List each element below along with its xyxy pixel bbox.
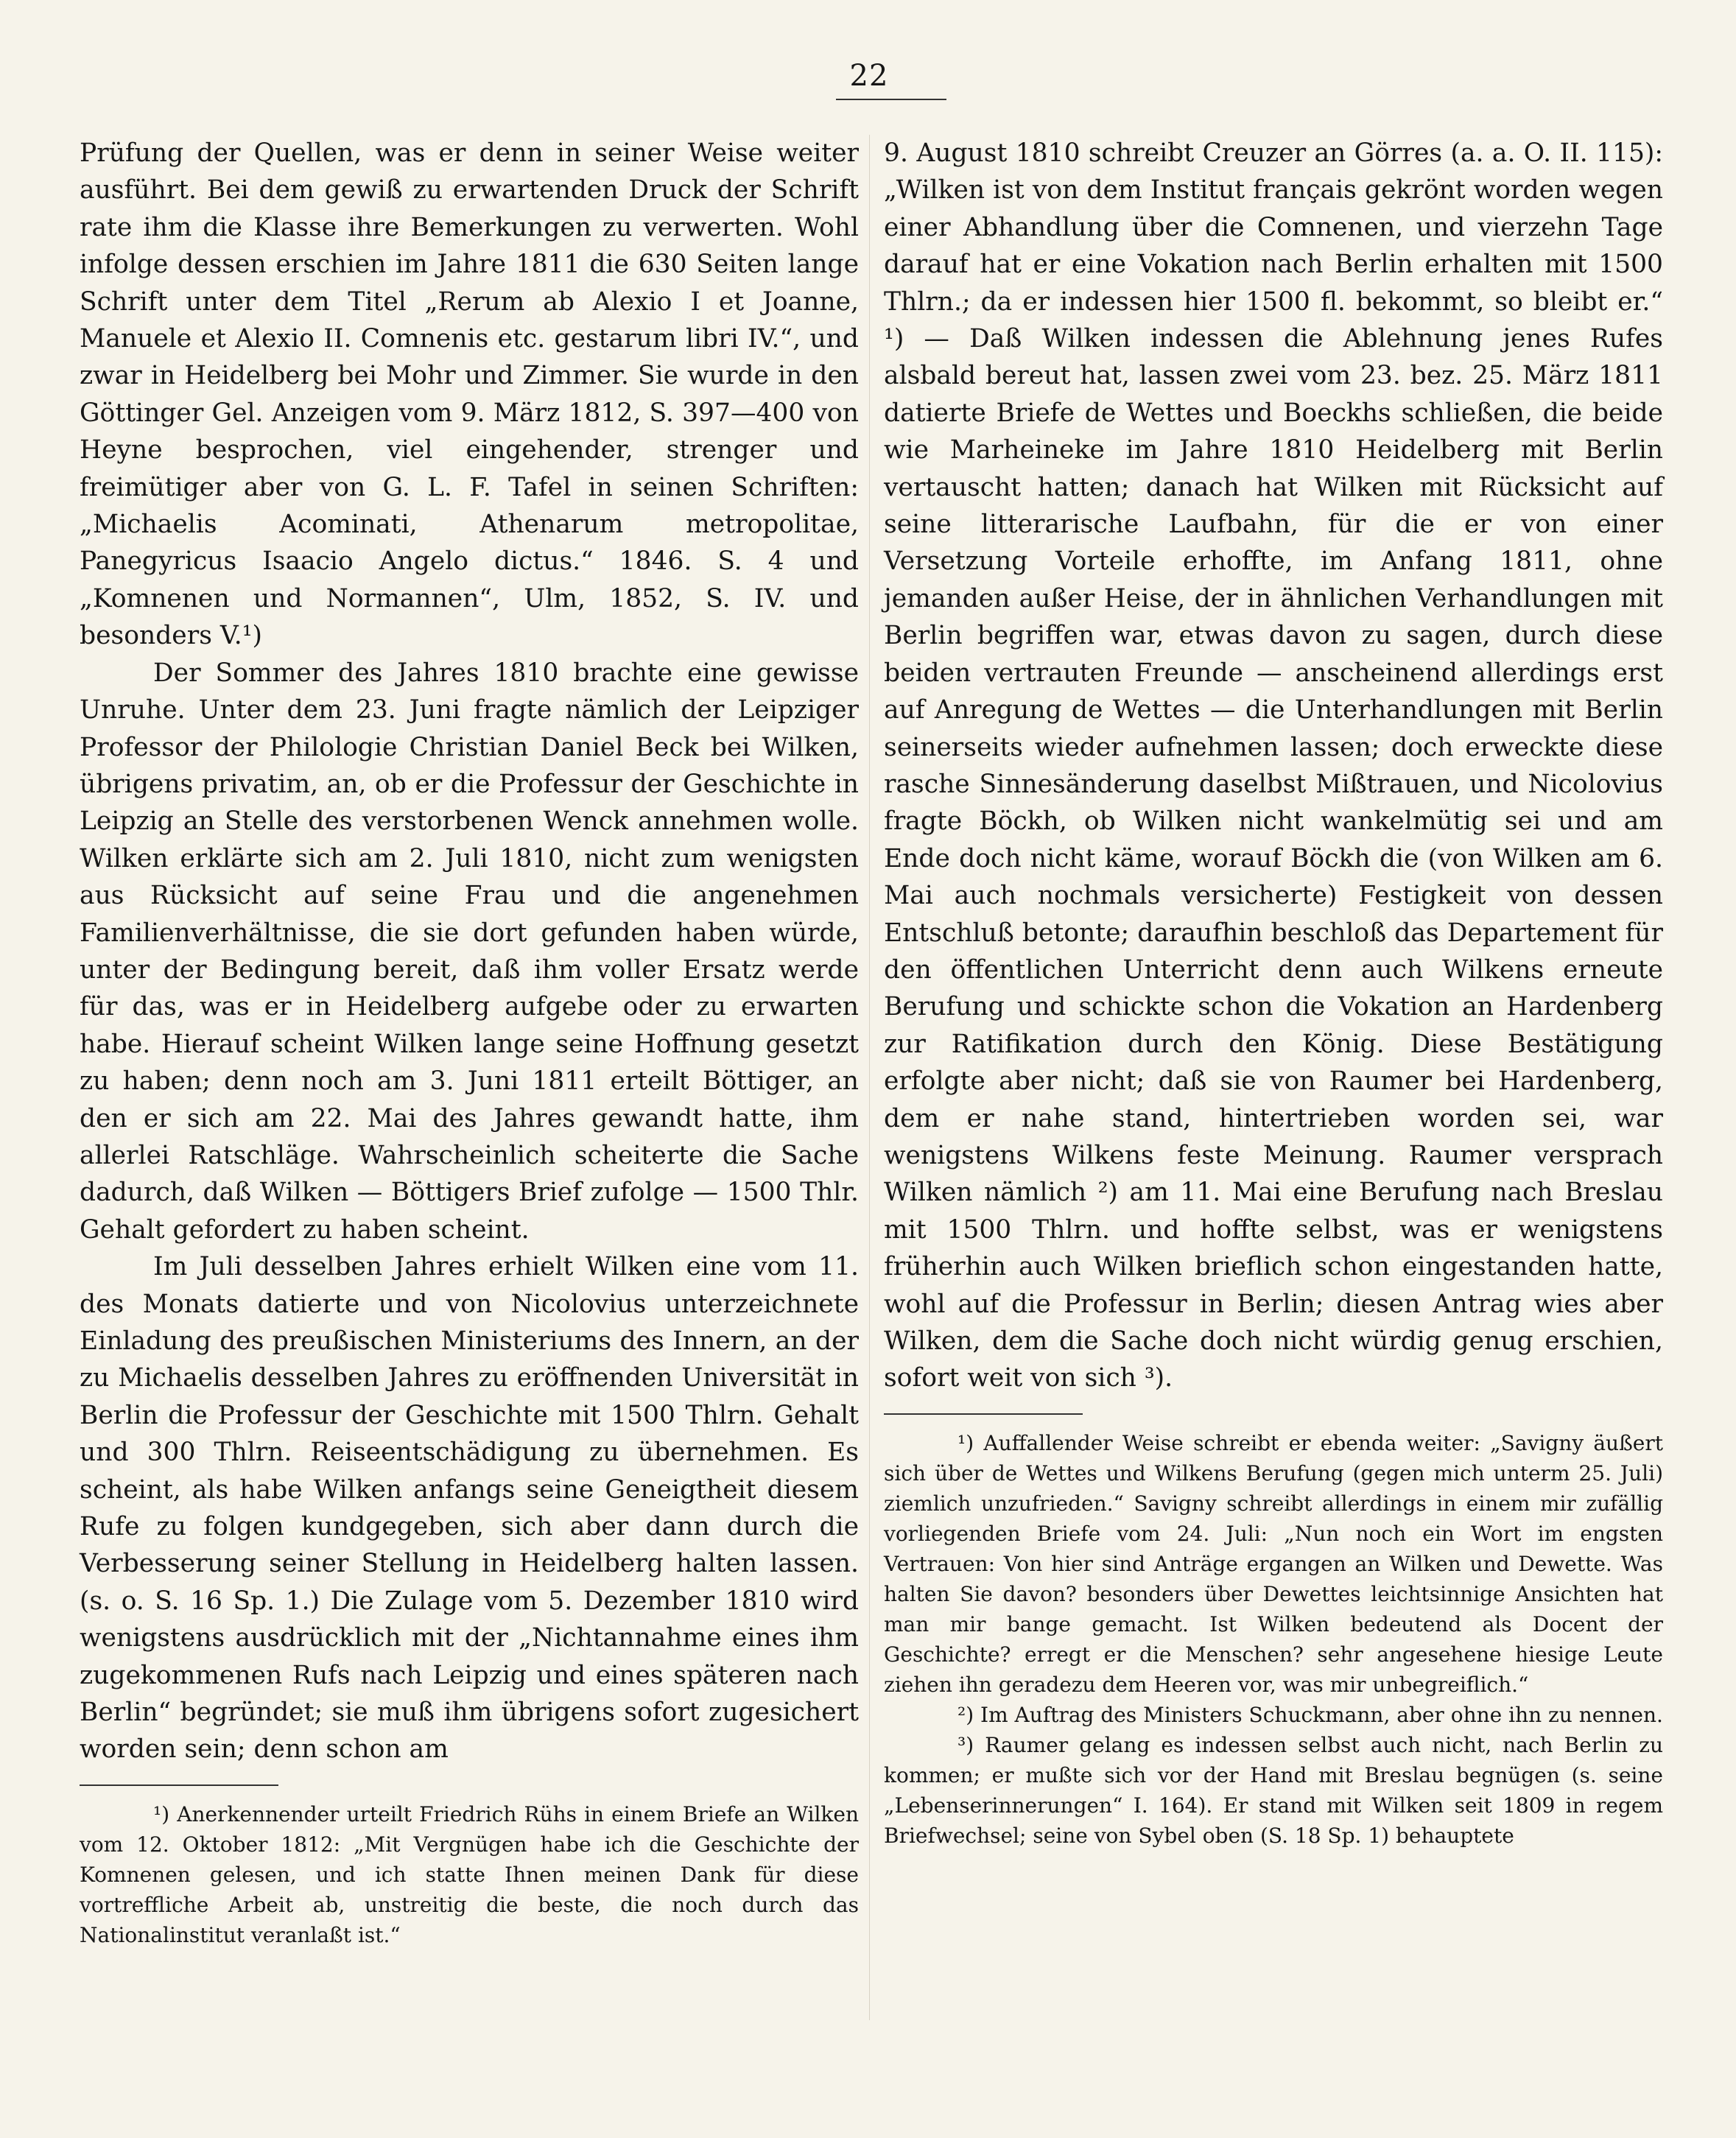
footnote: ³) Raumer gelang es indessen selbst auch nicht, nach Berlin zu kommen; er mußte sich vor der Hand mit Breslau begnügen (s. seine „Lebenserinnerungen“ I. 164). Er stand mit Wilken seit 1809 in regem Briefwechsel; seine von Sybel oben (S. 18 Sp. 1) behauptete [884,1732,1663,1848]
paragraph: Prüfung der Quellen, was er denn in seiner Weise weiter ausführt. Bei dem gewiß zu erwartenden Druck der Schrift rate ihm die Klasse ihre Bemerkungen zu verwerten. Wohl infolge dessen erschien im Jahre 1811 die 630 Seiten lange Schrift unter dem Titel „Rerum ab Alexio I et Joanne, Manuele et Alexio II. Comnenis etc. gestarum libri IV.“, und zwar in Heidelberg bei Mohr und Zimmer. Sie wurde in den Göttinger Gel. Anzeigen vom 9. März 1812, S. 397—400 von Heyne besprochen, viel eingehender, strenger und freimütiger aber von G. L. F. Tafel in seinen Schriften: „Michaelis Acominati, Athenarum metropolitae, Panegyricus Isaacio Angelo dictus.“ 1846. S. 4 und „Komnenen und Normannen“, Ulm, 1852, S. IV. und besonders V.¹) [80,138,859,651]
right-body [884,135,1663,1397]
paragraph: Im Juli desselben Jahres erhielt Wilken eine vom 11. des Monats datierte und von Nicolovius unterzeichnete Einladung des preußischen Ministeriums des Innern, an der zu Michaelis desselben Jahres zu eröffnenden Universität in Berlin die Professur der Geschichte mit 1500 Thlrn. Gehalt und 300 Thlrn. Reiseentschädigung zu übernehmen. Es scheint, als habe Wilken anfangs seine Geneigtheit diesem Rufe zu folgen kundgegeben, sich aber dann durch die Verbesserung seiner Stellung in Heidelberg halten lassen. (s. o. S. 16 Sp. 1.) Die Zulage vom 5. Dezember 1810 wird wenigstens ausdrücklich mit der „Nichtannahme eines ihm zugekommenen Rufs nach Leipzig und eines späteren nach Berlin“ begründet; sie muß ihm übrigens sofort zugesichert worden sein; denn schon am [80,1252,859,1765]
paragraph: Der Sommer des Jahres 1810 brachte eine gewisse Unruhe. Unter dem 23. Juni fragte nämlich der Leipziger Professor der Philologie Christian Daniel Beck bei Wilken, übrigens privatim, an, ob er die Professur der Geschichte in Leipzig an Stelle des verstorbenen Wenck annehmen wolle. Wilken erklärte sich am 2. Juli 1810, nicht zum wenigsten aus Rücksicht auf seine Frau und die angenehmen Familienverhältnisse, die sie dort gefunden haben würde, unter der Bedingung bereit, daß ihm voller Ersatz werde für das, was er in Heidelberg aufgebe oder zu erwarten habe. Hierauf scheint Wilken lange seine Hoffnung gesetzt zu haben; denn noch am 3. Juni 1811 erteilt Böttiger, an den er sich am 22. Mai des Jahres gewandt hatte, ihm allerlei Ratschläge. Wahrscheinlich scheiterte die Sache dadurch, daß Wilken — Böttigers Brief zufolge — 1500 Thlr. Gehalt gefordert zu haben scheint. [80,658,859,1245]
footnote: ¹) Anerkennender urteilt Friedrich Rühs in einem Briefe an Wilken vom 12. Oktober 1812: „Mit Vergnügen habe ich die Geschichte der Komnenen gelesen, und ich statte Ihnen meinen Dank für diese vortreffliche Arbeit ab, unstreitig die beste, die noch durch das Nationalinstitut veranlaßt ist.“ [80,1801,859,1947]
page-number: 22 [849,59,889,93]
left-column [80,135,859,1950]
left-body [80,135,859,1768]
footnote-rule [80,1784,278,1786]
page-number-rule [836,99,946,100]
footnote-rule [884,1413,1083,1415]
column-divider [869,135,870,2020]
left-footnotes [80,1799,859,1950]
footnote: ²) Im Auftrag des Ministers Schuckmann, aber ohne ihn zu nennen. [957,1702,1663,1727]
right-column [884,135,1663,1851]
right-footnotes [884,1428,1663,1851]
paragraph: 9. August 1810 schreibt Creuzer an Görres (a. a. O. II. 115): „Wilken ist von dem Institut français gekrönt worden wegen einer Abhandlung über die Comnenen, und vierzehn Tage darauf hat er eine Vokation nach Berlin erhalten mit 1500 Thlrn.; da er indessen hier 1500 fl. bekommt, so bleibt er.“ ¹) — Daß Wilken indessen die Ablehnung jenes Rufes alsbald bereut hat, lassen zwei vom 23. bez. 25. März 1811 datierte Briefe de Wettes und Boeckhs schließen, die beide wie Marheineke im Jahre 1810 Heidelberg mit Berlin vertauscht hatten; danach hat Wilken mit Rücksicht auf seine litterarische Laufbahn, für die er von einer Versetzung Vorteile erhoffte, im Anfang 1811, ohne jemanden außer Heise, der in ähnlichen Verhandlungen mit Berlin begriffen war, etwas davon zu sagen, durch diese beiden vertrauten Freunde — anscheinend allerdings erst auf Anregung de Wettes — die Unterhandlungen mit Berlin seinerseits wieder aufnehmen lassen; doch erweckte diese rasche Sinnesänderung daselbst Mißtrauen, und Nicolovius fragte Böckh, ob Wilken nicht wankelmütig sei und am Ende doch nicht käme, worauf Böckh die (von Wilken am 6. Mai auch nochmals versicherte) Festigkeit von dessen Entschluß betonte; daraufhin beschloß das Departement für den öffentlichen Unterricht denn auch Wilkens erneute Berufung und schickte schon die Vokation an Hardenberg zur Ratifikation durch den König. Diese Bestätigung erfolgte aber nicht; daß sie von Raumer bei Hardenberg, dem er nahe stand, hintertrieben worden sei, war wenigstens Wilkens feste Meinung. Raumer versprach Wilken nämlich ²) am 11. Mai eine Berufung nach Breslau mit 1500 Thlrn. und hoffte selbst, was er wenigstens früherhin auch Wilken brieflich schon eingestanden hatte, wohl auf die Professur in Berlin; diesen Antrag wies aber Wilken, dem die Sache doch nicht würdig genug erschien, sofort weit von sich ³). [884,138,1663,1393]
footnote: ¹) Auffallender Weise schreibt er ebenda weiter: „Savigny äußert sich über de Wettes und Wilkens Berufung (gegen mich unterm 25. Juli) ziemlich unzufrieden.“ Savigny schreibt allerdings in einem mir zufällig vorliegenden Briefe vom 24. Juli: „Nun noch ein Wort im engsten Vertrauen: Von hier sind Anträge ergangen an Wilken und Dewette. Was halten Sie davon? besonders über Dewettes leichtsinnige Ansichten hat man mir bange gemacht. Ist Wilken bedeutend als Docent der Geschichte? erregt er die Menschen? sehr angesehene hiesige Leute ziehen ihn geradezu dem Heeren vor, was mir unbegreiflich.“ [884,1430,1663,1697]
